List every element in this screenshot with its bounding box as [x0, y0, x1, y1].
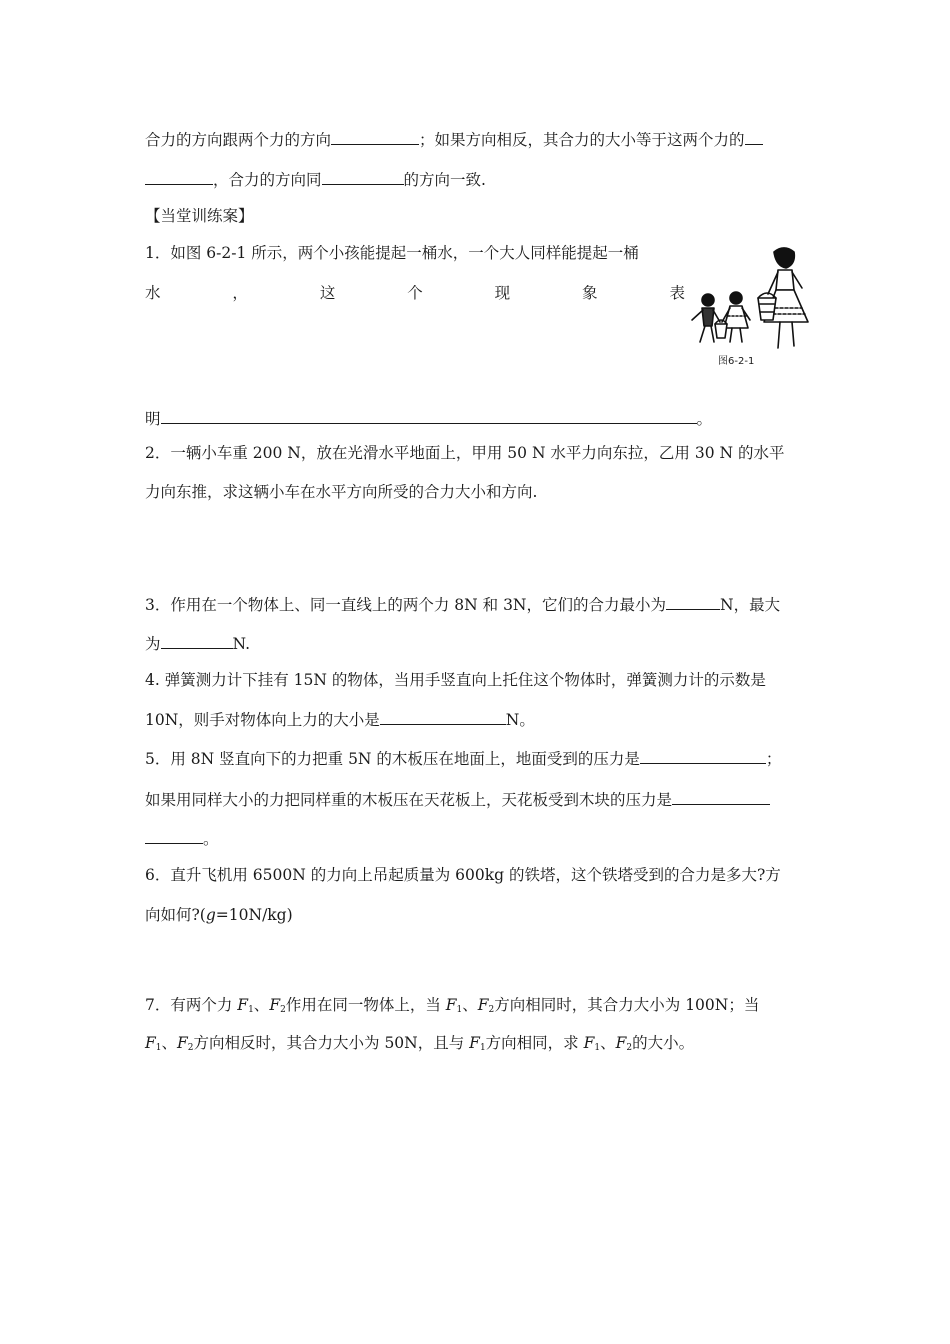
q1-line-3: 明 。 [145, 407, 712, 430]
q3-line-1: 3．作用在一个物体上、同一直线上的两个力 8N 和 3N，它们的合力最小为 N，最大 [145, 593, 780, 616]
answer-blank[interactable] [745, 128, 763, 145]
figure-caption: 图6-2-1 [718, 356, 755, 367]
answer-blank[interactable] [161, 632, 233, 649]
q5-line-1: 5．用 8N 竖直向下的力把重 5N 的木板压在地面上，地面受到的压力是 ； [145, 747, 781, 770]
q2-line-2: 力向东推，求这辆小车在水平方向所受的合力大小和方向. [145, 483, 538, 501]
figure-children-carrying-bucket [678, 238, 828, 370]
answer-blank[interactable] [145, 168, 213, 185]
answer-blank[interactable] [161, 407, 697, 424]
q1-line-1: 1．如图 6-2-1 所示，两个小孩能提起一桶水，一个大人同样能提起一桶 [145, 244, 639, 262]
answer-blank[interactable] [666, 593, 720, 610]
answer-blank[interactable] [322, 168, 404, 185]
q4-line-2: 10N，则手对物体向上力的大小是 N。 [145, 708, 535, 731]
q6-line-2: 向如何?(g=10N/kg) [145, 906, 293, 924]
q3-line-2: 为 N. [145, 632, 250, 655]
intro-line-2: ，合力的方向同 的方向一致. [145, 168, 486, 191]
section-title: 【当堂训练案】 [145, 207, 254, 225]
q7-line-2: $F_1$、$F_2$方向相反时，其合力大小为 50N，且与 $F_1$方向相同，求 $F_1$、$F_2$的大小。 [145, 1034, 695, 1053]
answer-blank[interactable] [640, 747, 766, 764]
q5-line-3: 。 [145, 827, 219, 850]
q2-line-1: 2．一辆小车重 200 N，放在光滑水平地面上，甲用 50 N 水平力向东拉，乙用 30 N 的水平 [145, 444, 785, 462]
answer-blank[interactable] [380, 708, 506, 725]
q7-line-1: 7．有两个力 $F_1$、$F_2$作用在同一物体上，当 $F_1$、$F_2$方向相同时，其合力大小为 100N；当 [145, 996, 760, 1015]
q4-line-1: 4. 弹簧测力计下挂有 15N 的物体，当用手竖直向上托住这个物体时，弹簧测力计的示数是 [145, 671, 766, 689]
answer-blank[interactable] [145, 827, 203, 844]
q6-line-1: 6．直升飞机用 6500N 的力向上吊起质量为 600kg 的铁塔，这个铁塔受到的合力是多大?方 [145, 866, 781, 884]
answer-blank[interactable] [331, 128, 419, 145]
intro-line-1: 合力的方向跟两个力的方向 ；如果方向相反，其合力的大小等于这两个力的 [145, 128, 763, 151]
q5-line-2: 如果用同样大小的力把同样重的木板压在天花板上，天花板受到木块的压力是 [145, 788, 770, 811]
q1-spread-line: 水 ， 这 个 现 象 表 [145, 284, 685, 302]
answer-blank[interactable] [672, 788, 770, 805]
